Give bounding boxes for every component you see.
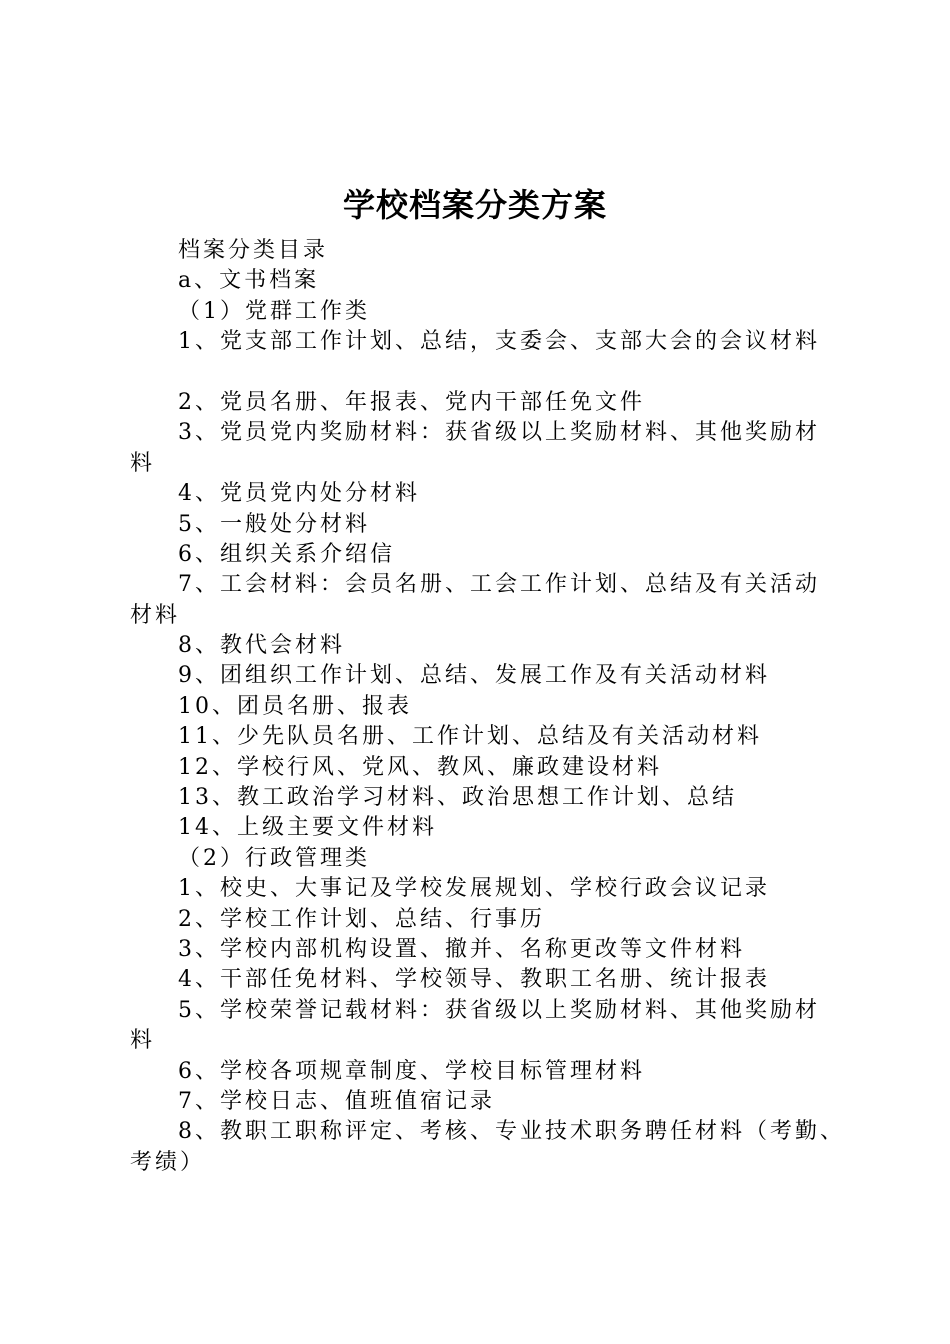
blank-line (130, 358, 840, 388)
section-heading-a: a、文书档案 (178, 268, 320, 294)
list-item-continuation: 考绩） (130, 1149, 206, 1175)
list-item: 8、教代会材料 (178, 633, 345, 659)
list-item-continuation: 料 (130, 450, 156, 476)
list-item: 2、党员名册、年报表、党内干部任免文件 (178, 389, 645, 415)
list-item: 9、团组织工作计划、总结、发展工作及有关活动材料 (178, 663, 770, 689)
subsection-heading-1: （1）党群工作类 (178, 298, 370, 324)
list-item: 5、一般处分材料 (178, 511, 370, 537)
catalog-heading: 档案分类目录 (178, 238, 329, 263)
list-item: 5、学校荣誉记载材料：获省级以上奖励材料、其他奖励材 (178, 997, 820, 1023)
list-item: 6、学校各项规章制度、学校目标管理材料 (178, 1058, 645, 1084)
document-body (130, 236, 845, 1178)
list-item: 12、学校行风、党风、教风、廉政建设材料 (178, 754, 662, 780)
list-item: 3、学校内部机构设置、撤并、名称更改等文件材料 (178, 936, 745, 962)
list-item: 2、学校工作计划、总结、行事历 (178, 906, 545, 932)
list-item: 4、干部任免材料、学校领导、教职工名册、统计报表 (178, 967, 770, 993)
list-item: 8、教职工职称评定、考核、专业技术职务聘任材料（考勤、 (178, 1119, 845, 1145)
subsection-heading-2: （2）行政管理类 (178, 845, 370, 871)
list-item-continuation: 料 (130, 1028, 156, 1054)
list-item: 1、党支部工作计划、总结，支委会、支部大会的会议材料 (178, 329, 820, 355)
list-item: 4、党员党内处分材料 (178, 481, 420, 507)
list-item-continuation: 材料 (130, 602, 181, 628)
list-item: 11、少先队员名册、工作计划、总结及有关活动材料 (178, 724, 762, 750)
document-title: 学校档案分类方案 (342, 186, 607, 224)
list-item: 3、党员党内奖励材料：获省级以上奖励材料、其他奖励材 (178, 420, 820, 446)
list-item: 7、学校日志、值班值宿记录 (178, 1088, 495, 1114)
list-item: 10、团员名册、报表 (178, 693, 412, 719)
list-item: 13、教工政治学习材料、政治思想工作计划、总结 (178, 785, 737, 811)
list-item: 1、校史、大事记及学校发展规划、学校行政会议记录 (178, 876, 770, 902)
list-item: 6、组织关系介绍信 (178, 541, 395, 567)
list-item: 7、工会材料：会员名册、工会工作计划、总结及有关活动 (178, 572, 820, 598)
list-item: 14、上级主要文件材料 (178, 815, 437, 841)
